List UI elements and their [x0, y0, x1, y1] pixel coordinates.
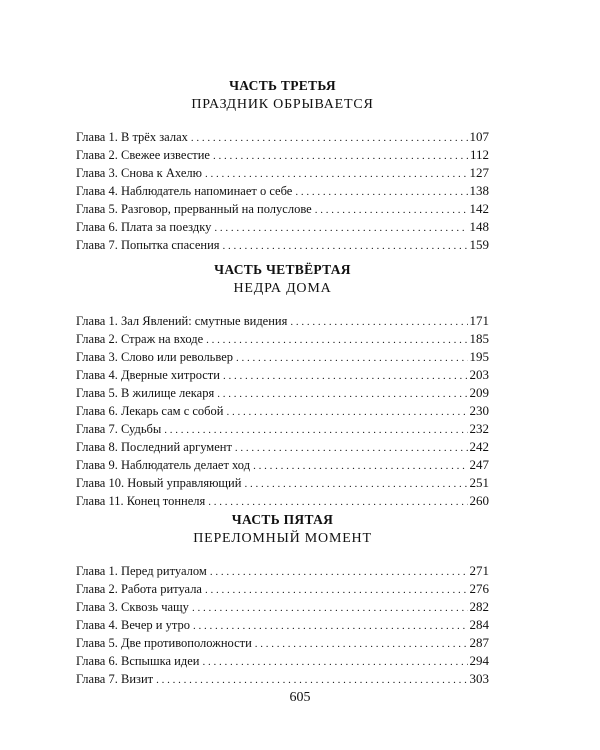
chapter-title: Глава 3. Слово или револьвер	[76, 350, 234, 364]
part-subtitle: ПЕРЕЛОМНЫЙ МОМЕНТ	[193, 531, 372, 546]
part-four-section	[76, 262, 489, 510]
chapter-page-number: 159	[469, 237, 489, 252]
chapter-page-number: 284	[469, 617, 489, 632]
toc-entry	[76, 598, 489, 616]
chapter-title: Глава 2. Свежее известие	[76, 148, 210, 162]
dot-leader	[223, 237, 468, 255]
chapter-page-number: 271	[469, 563, 489, 578]
dot-leader	[205, 165, 468, 183]
toc-entry	[76, 634, 489, 652]
chapter-title: Глава 3. Снова к Ахелю	[76, 166, 202, 180]
dot-leader	[255, 635, 468, 653]
chapter-title: Глава 5. Разговор, прерванный на полуслове	[76, 202, 312, 216]
chapter-page-number: 185	[469, 331, 489, 346]
dot-leader	[205, 581, 468, 599]
chapter-title: Глава 4. Вечер и утро	[76, 618, 190, 632]
chapter-title: Глава 9. Наблюдатель делает ход	[76, 458, 251, 472]
chapter-title: Глава 5. В жилище лекаря	[76, 386, 215, 400]
toc-entry	[76, 348, 489, 366]
chapter-title: Глава 6. Вспышка идеи	[76, 654, 200, 668]
toc-list	[76, 128, 489, 254]
toc-entry	[76, 420, 489, 438]
chapter-page-number: 107	[469, 129, 489, 144]
dot-leader	[235, 439, 468, 457]
toc-entry	[76, 236, 489, 254]
chapter-page-number: 203	[469, 367, 489, 382]
toc-entry	[76, 438, 489, 456]
toc-entry	[76, 580, 489, 598]
toc-entry	[76, 652, 489, 670]
chapter-page-number: 287	[469, 635, 489, 650]
chapter-page-number: 276	[469, 581, 489, 596]
toc-entry	[76, 474, 489, 492]
part-subtitle: ПРАЗДНИК ОБРЫВАЕТСЯ	[191, 97, 374, 112]
chapter-page-number: 242	[469, 439, 489, 454]
toc-list	[76, 562, 489, 688]
part-title: ЧАСТЬ ТРЕТЬЯ	[229, 78, 336, 93]
chapter-page-number: 251	[469, 475, 489, 490]
dot-leader	[192, 599, 468, 617]
chapter-page-number: 232	[469, 421, 489, 436]
chapter-title: Глава 1. В трёх залах	[76, 130, 188, 144]
dot-leader	[164, 421, 467, 439]
toc-entry	[76, 616, 489, 634]
dot-leader	[191, 129, 468, 147]
toc-entry	[76, 456, 489, 474]
chapter-page-number: 294	[469, 653, 489, 668]
chapter-title: Глава 6. Плата за поездку	[76, 220, 212, 234]
dot-leader	[295, 183, 467, 201]
dot-leader	[193, 617, 468, 635]
chapter-page-number: 209	[469, 385, 489, 400]
chapter-title: Глава 7. Попытка спасения	[76, 238, 220, 252]
chapter-title: Глава 2. Страж на входе	[76, 332, 204, 346]
toc-entry	[76, 218, 489, 236]
toc-entry	[76, 200, 489, 218]
dot-leader	[202, 653, 467, 671]
dot-leader	[214, 219, 467, 237]
chapter-page-number: 260	[469, 493, 489, 508]
chapter-page-number: 127	[469, 165, 489, 180]
dot-leader	[223, 367, 468, 385]
toc-entry	[76, 402, 489, 420]
toc-entry	[76, 492, 489, 510]
toc-entry	[76, 312, 489, 330]
dot-leader	[290, 313, 467, 331]
chapter-title: Глава 7. Визит	[76, 672, 154, 686]
chapter-page-number: 247	[469, 457, 489, 472]
chapter-page-number: 112	[469, 147, 489, 162]
toc-entry	[76, 182, 489, 200]
toc-list	[76, 312, 489, 510]
chapter-title: Глава 3. Сквозь чащу	[76, 600, 189, 614]
toc-entry	[76, 330, 489, 348]
chapter-page-number: 195	[469, 349, 489, 364]
chapter-title: Глава 11. Конец тоннеля	[76, 494, 206, 508]
page-number: 605	[289, 690, 311, 705]
chapter-page-number: 148	[469, 219, 489, 234]
part-five-section	[76, 512, 489, 688]
toc-entry	[76, 164, 489, 182]
chapter-title: Глава 5. Две противоположности	[76, 636, 252, 650]
chapter-page-number: 230	[469, 403, 489, 418]
chapter-title: Глава 7. Судьбы	[76, 422, 162, 436]
dot-leader	[244, 475, 467, 493]
chapter-title: Глава 6. Лекарь сам с собой	[76, 404, 224, 418]
chapter-page-number: 138	[469, 183, 489, 198]
chapter-title: Глава 2. Работа ритуала	[76, 582, 202, 596]
chapter-title: Глава 4. Дверные хитрости	[76, 368, 220, 382]
chapter-page-number: 303	[469, 671, 489, 686]
toc-entry	[76, 384, 489, 402]
part-title: ЧАСТЬ ПЯТАЯ	[231, 512, 334, 527]
dot-leader	[217, 385, 467, 403]
chapter-page-number: 171	[469, 313, 489, 328]
dot-leader	[227, 403, 468, 421]
part-title: ЧАСТЬ ЧЕТВЁРТАЯ	[214, 262, 351, 277]
toc-entry	[76, 670, 489, 688]
toc-entry	[76, 366, 489, 384]
toc-entry	[76, 128, 489, 146]
chapter-title: Глава 10. Новый управляющий	[76, 476, 242, 490]
dot-leader	[213, 147, 468, 165]
part-three-section	[76, 78, 489, 254]
dot-leader	[210, 563, 468, 581]
chapter-title: Глава 1. Перед ритуалом	[76, 564, 207, 578]
dot-leader	[156, 671, 467, 689]
dot-leader	[315, 201, 468, 219]
dot-leader	[253, 457, 467, 475]
dot-leader	[236, 349, 467, 367]
toc-entry	[76, 146, 489, 164]
chapter-page-number: 282	[469, 599, 489, 614]
part-subtitle: НЕДРА ДОМА	[233, 281, 332, 296]
chapter-title: Глава 1. Зал Явлений: смутные видения	[76, 314, 288, 328]
toc-entry	[76, 562, 489, 580]
chapter-page-number: 142	[469, 201, 489, 216]
chapter-title: Глава 8. Последний аргумент	[76, 440, 232, 454]
dot-leader	[206, 331, 467, 349]
dot-leader	[208, 493, 467, 511]
chapter-title: Глава 4. Наблюдатель напоминает о себе	[76, 184, 293, 198]
